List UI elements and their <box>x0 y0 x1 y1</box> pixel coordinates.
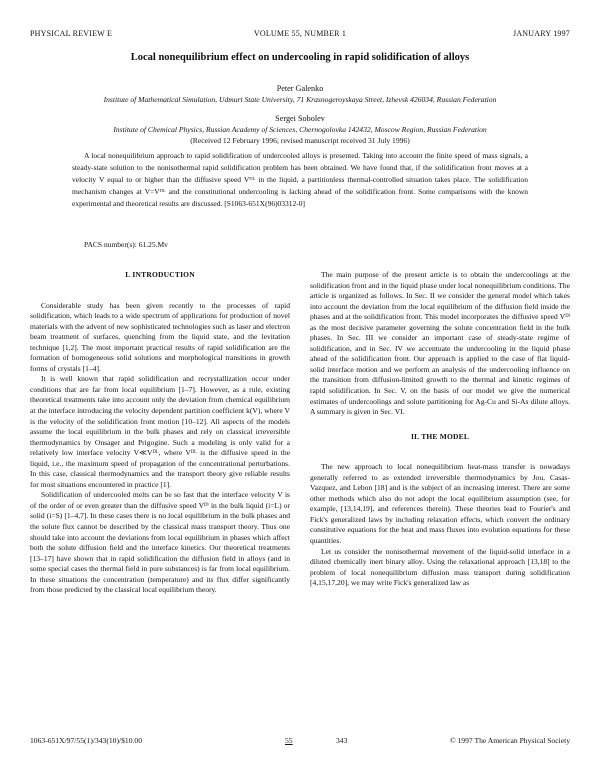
body-paragraph: Let us consider the nonisothermal movement of the liquid-solid interface in a diluted chemically inert binary alloy. Using the relaxational approach [13,18] to the problem of local nonequilibrium diffusion mass transport during solidification [4,15,17,20], we may write Fick's generalized law as <box>310 546 570 588</box>
abstract: A local nonequilibrium approach to rapid solidification of undercooled alloys is presented. Taking into account the finite speed of mass signals, a steady-state solution to the nonisothermal rapid solidification problem has been obtained. We have found that, if the solidification front moves at a velocity V equal to or higher than the diffusive speed Vᴰᴸ in the liquid, a partitionless thermal-controlled situation takes place. The solidification mechanism changes at V=Vᴰᴸ and the constitutional undercooling is lacking ahead of the solidification front. Some comparisons with the known experimental and theoretical results are discussed. [S1063-651X(96)03312-0] <box>72 151 528 208</box>
author-name-2: Sergei Sobolev <box>275 114 325 123</box>
volume-number: VOLUME 55, NUMBER 1 <box>253 29 347 38</box>
copyright-notice: © 1997 The American Physical Society <box>449 736 570 745</box>
author-affiliation-1: Institute of Mathematical Simulation, Udmurt State University, 71 Krasnogeroyskaya Street, Izhevsk 426034, Russian Federation <box>103 95 497 104</box>
pacs-numbers: PACS number(s): 61.25.Mv <box>84 240 168 249</box>
section-heading-model: II. THE MODEL <box>410 431 470 441</box>
author-affiliation-2: Institute of Chemical Physics, Russian Academy of Sciences, Chernogolovka 142432, Moscow Region, Russian Federation <box>113 125 487 134</box>
section-heading-introduction: I. INTRODUCTION <box>125 270 195 279</box>
body-paragraph: Solidification of undercooled melts can be so fast that the interface velocity V is of the order of or even greater than the diffusive speed Vᴰⁱ in the bulk liquid (i=L) or solid (i=S) [1–4,7]. In these cases there is no local equilibrium in the bulk phases and the solute flux cannot be described by the classical mass transport theory. Thus one should take into account the deviations from local equilibrium in phases which affect both the solute diffusion field and the interface kinetics. Our theoretical treatments [13–17] have shown that in rapid solidification the diffusion field in alloys (and in some special cases the thermal field in pure substances) is far from local equilibrium. In these situations the concentration (temperature) and its flux differ significantly from those predicted by the classical local equilibrium theory. <box>30 490 290 595</box>
body-paragraph: The main purpose of the present article is to obtain the undercoolings at the solidification front and in the liquid phase under local nonequilibrium conditions. The article is organized as follows. In Sec. II we consider the general model which takes into account the deviation from the local equilibrium of the diffusion field inside the phases and at the solidification front. This model incorporates the diffusive speed Vᴰⁱ as the most decisive parameter governing the solute concentration field in the bulk phases. In Sec. III we consider an important case of steady-state regime of solidification, and in Sec. IV we accentuate the undercooling in the liquid phase ahead of the solidification front. Our approach is applied to the case of flat liquid-solid interface motion and we perform an analysis of the undercooling influence on the transition from diffusion-limited growth to the thermal and kinetic regimes of rapid solidification. In Sec. V, on the basis of our model we give the numerical estimates of undercoolings and solute partitioning for Ag-Cu and Si-As dilute alloys. A summary is given in Sec. VI. <box>310 270 570 417</box>
body-paragraph: It is well known that rapid solidification and recrystallization occur under conditions that are far from local equilibrium [1–7]. However, as a rule, existing theoretical treatments take into account only the deviation from chemical equilibrium at the interface introducing the velocity dependent partition coefficient k(V), where V is the velocity of the solidification front motion [10–12]. All aspects of the models assume the local equilibrium in the bulk phases and rely on classical irreversible thermodynamics by Onsager and Prigogine. Such a modeling is only valid for a relatively low interface velocity V≪Vᴰᴸ, where Vᴰᴸ is the diffusive speed in the liquid, i.e., the maximum speed of propagation of the concentrational perturbations. In this case, classical thermodynamics and the transport theory give reliable results for most situations encountered in practice [1]. <box>30 374 290 489</box>
received-dates: (Received 12 February 1996; revised manuscript received 31 July 1996) <box>190 136 410 145</box>
left-column <box>30 270 290 596</box>
running-header <box>30 29 570 41</box>
footer-volume: 55 <box>285 736 293 745</box>
page-number: 343 <box>336 736 348 745</box>
body-paragraph: Considerable study has been given recently to the processes of rapid solidification, which leads to a wide spectrum of applications for production of novel materials with the advent of new sophisticated technologies such as laser and electron beam treatment of surfaces, quenching from the liquid state, and the levitation technique [1,2]. The most important practical results of rapid solidification are the formation of homogeneous solid solutions and morphological transitions in growth forms of crystals [1–4]. <box>30 300 290 373</box>
issue-date: JANUARY 1997 <box>513 29 570 38</box>
body-paragraph: The new approach to local nonequilibrium heat-mass transfer is nowadays generally referred to as extended irreversible thermodynamics by Jou, Casas-Vazquez, and Lebon [18] and is the subject of an increasing interest. There are some other methods which also do not adopt the local equilibrium assumption (see, for example, [13,14,19], and references therein). These theories lead to Fourier's and Fick's generalized laws by including relaxation effects, which convert the ordinary constitutive equations for the heat and mass fluxes into evolution equations for these quantities. <box>310 462 570 546</box>
paper-title: Local nonequilibrium effect on undercooling in rapid solidification of alloys <box>130 52 470 63</box>
author-name-1: Peter Galenko <box>276 84 324 93</box>
page-footer <box>30 736 570 748</box>
right-column <box>310 270 570 589</box>
article-code: 1063-651X/97/55(1)/343(10)/$10.00 <box>30 736 142 745</box>
journal-name: PHYSICAL REVIEW E <box>30 29 113 38</box>
